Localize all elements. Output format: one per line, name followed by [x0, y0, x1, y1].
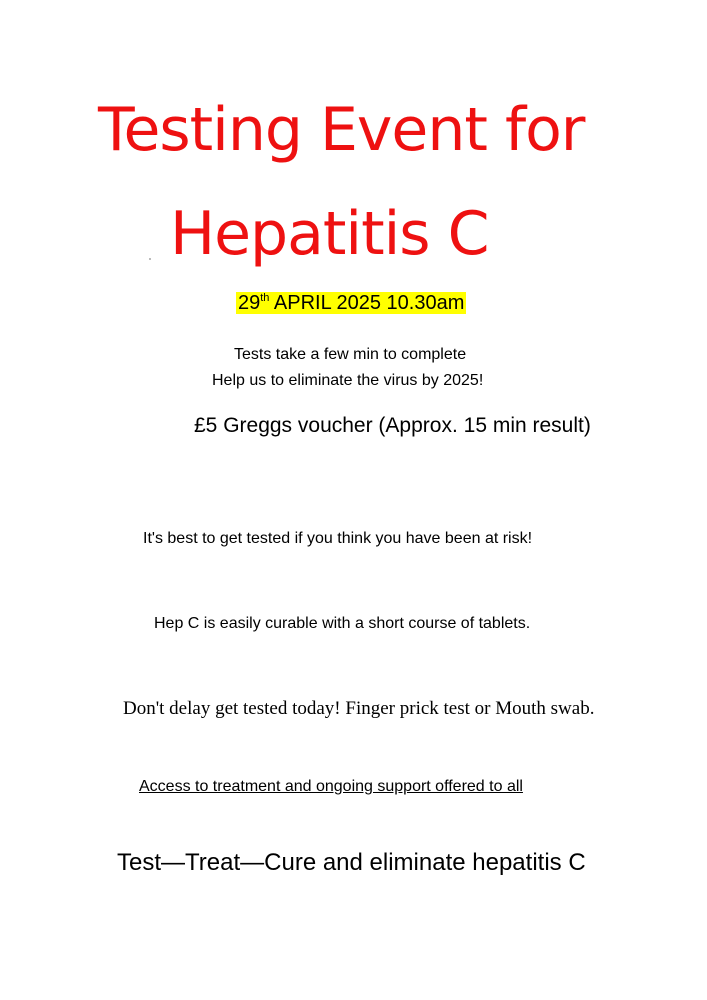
voucher-text: £5 Greggs voucher (Approx. 15 min result) — [194, 414, 591, 437]
treatment-access-text: Access to treatment and ongoing support offered to all — [139, 778, 523, 795]
event-date-day: 29 — [238, 292, 261, 314]
eliminate-virus-text: Help us to eliminate the virus by 2025! — [212, 372, 484, 389]
dont-delay-text: Don't delay get tested today! Finger prick test or Mouth swab. — [123, 698, 595, 719]
curable-text: Hep C is easily curable with a short course of tablets. — [154, 615, 531, 632]
get-tested-risk-text: It's best to get tested if you think you have been at risk! — [143, 530, 533, 547]
title-line-2: Hepatitis C — [170, 199, 489, 269]
event-date — [236, 292, 466, 314]
tests-duration-text: Tests take a few min to complete — [234, 346, 467, 363]
event-date-day-suffix: th — [260, 292, 270, 304]
slogan: Test—Treat—Cure and eliminate hepatitis C — [117, 849, 586, 876]
faint-dot-mark — [149, 258, 151, 260]
event-date-rest: APRIL 2025 10.30am — [269, 292, 465, 314]
title-line-1: Testing Event for — [98, 95, 585, 165]
